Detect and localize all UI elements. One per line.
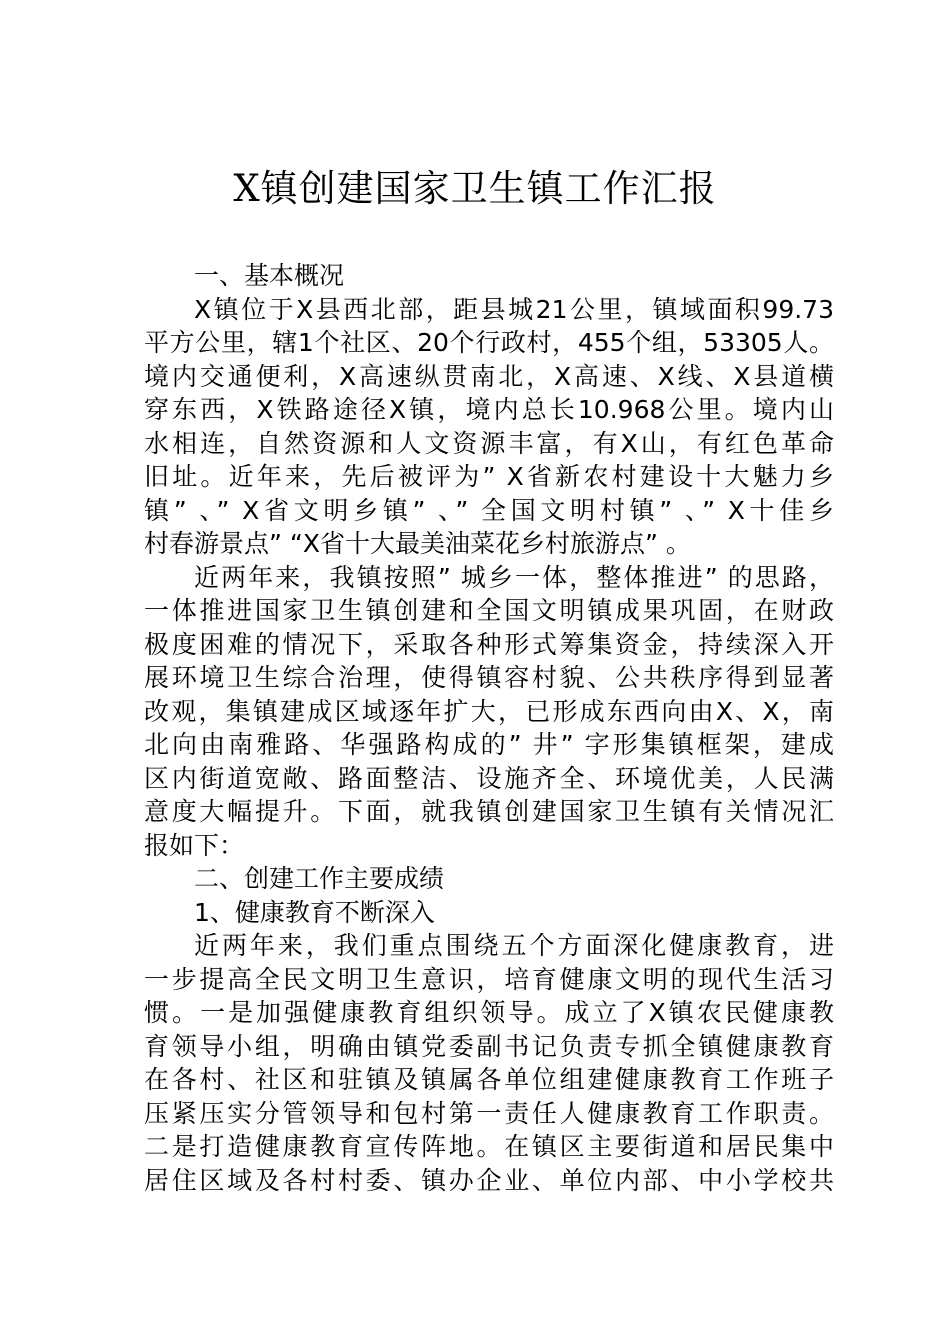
text-line: 镇” 、” X省文明乡镇” 、” 全国文明村镇” 、” X十佳乡	[144, 495, 834, 525]
text-line: 近两年来，我们重点围绕五个方面深化健康教育，进	[194, 931, 834, 960]
text-line: 育领导小组，明确由镇党委副书记负责专抓全镇健康教育	[144, 1031, 834, 1061]
text-line: 居住区域及各村村委、镇办企业、单位内部、中小学校共	[144, 1165, 834, 1195]
text-line: 惯。一是加强健康教育组织领导。成立了X镇农民健康教	[144, 998, 834, 1027]
text-line: 一、基本概况	[194, 261, 345, 290]
document-body	[144, 259, 834, 1197]
text-line: 改观，集镇建成区域逐年扩大，已形成东西向由X、X，南	[144, 696, 834, 726]
text-line: 穿东西，X铁路途径X镇，境内总长10.968公里。境内山	[144, 395, 834, 424]
document-title: X镇创建国家卫生镇工作汇报	[233, 167, 717, 210]
text-line: 区内街道宽敞、路面整洁、设施齐全、环境优美，人民满	[144, 763, 834, 793]
text-line: 报如下：	[144, 830, 245, 860]
text-line: 北向由南雅路、华强路构成的” 井” 字形集镇框架，建成	[144, 730, 834, 759]
text-line: 极度困难的情况下，采取各种形式筹集资金，持续深入开	[144, 629, 834, 659]
text-line: 水相连，自然资源和人文资源丰富，有X山，有红色革命	[144, 428, 834, 458]
text-line: 在各村、社区和驻镇及镇属各单位组建健康教育工作班子	[144, 1065, 834, 1094]
text-line: 一步提高全民文明卫生意识，培育健康文明的现代生活习	[144, 964, 834, 994]
text-line: 境内交通便利，X高速纵贯南北，X高速、X线、X县道横	[144, 361, 834, 391]
text-line: 压紧压实分管领导和包村第一责任人健康教育工作职责。	[144, 1098, 834, 1128]
text-line: 二、创建工作主要成绩	[194, 864, 445, 893]
text-line: 二是打造健康教育宣传阵地。在镇区主要街道和居民集中	[144, 1132, 834, 1161]
text-line: 一体推进国家卫生镇创建和全国文明镇成果巩固，在财政	[144, 596, 834, 625]
text-line: 村春游景点” “X省十大最美油菜花乡村旅游点” 。	[144, 529, 691, 558]
text-line: 平方公里，辖1个社区、20个行政村，455个组，53305人。	[144, 328, 834, 357]
text-line: 展环境卫生综合治理，使得镇容村貌、公共秩序得到显著	[144, 663, 834, 692]
text-line: X镇位于X县西北部，距县城21公里，镇域面积99.73	[194, 294, 834, 324]
text-line: 近两年来，我镇按照” 城乡一体，整体推进” 的思路，	[194, 562, 834, 592]
text-line: 意度大幅提升。下面，就我镇创建国家卫生镇有关情况汇	[144, 797, 834, 826]
text-line: 旧址。近年来，先后被评为” X省新农村建设十大魅力乡	[144, 462, 834, 491]
text-line: 1、健康教育不断深入	[194, 897, 435, 927]
